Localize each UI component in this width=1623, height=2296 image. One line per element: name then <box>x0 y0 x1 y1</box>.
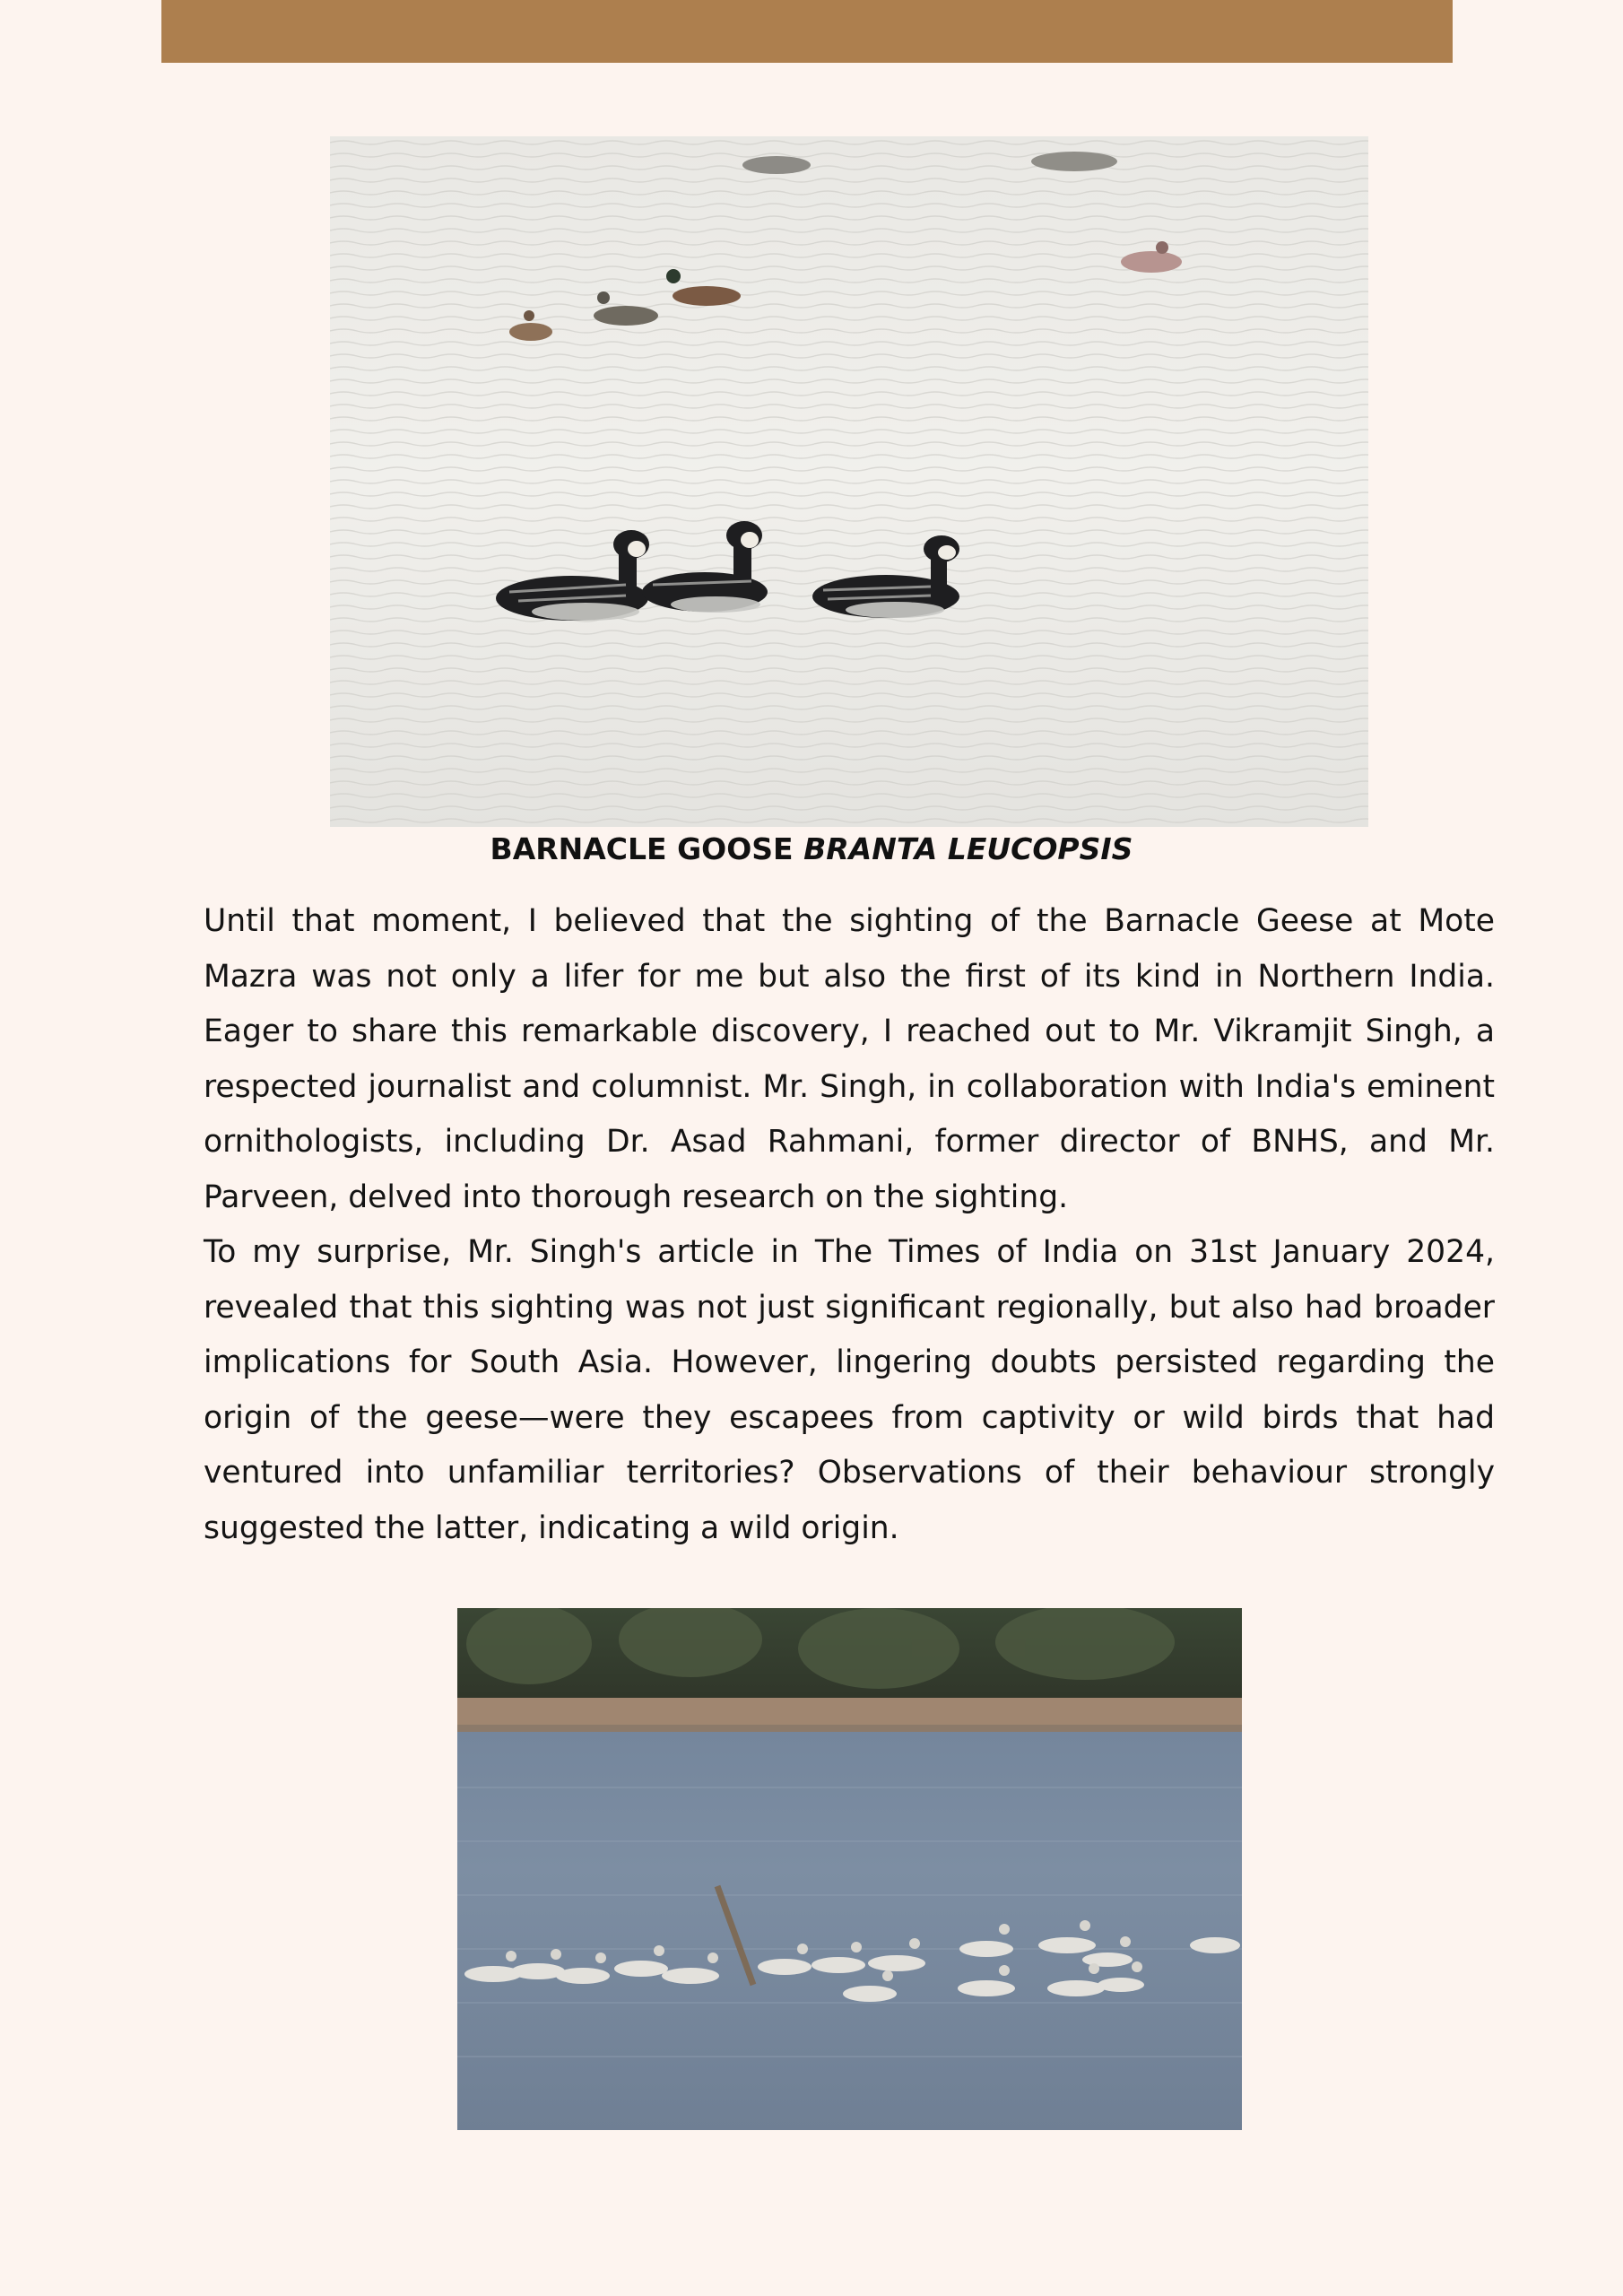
article-body <box>204 894 1495 1556</box>
header-bar <box>161 0 1453 63</box>
barnacle-geese-photo <box>330 136 1368 827</box>
geese-flock-photo <box>457 1608 1242 2130</box>
caption-common-name: BARNACLE GOOSE <box>490 831 794 866</box>
caption-scientific-name: BRANTA LEUCOPSIS <box>803 831 1133 866</box>
article-paragraph-2: To my surprise, Mr. Singh's article in The Times of India on 31st January 2024, revealed that this sighting was not just significant regionally, but also had broader implications for South Asia. However, lingering doubts persisted regarding the origin of the geese—were they escapees from captivity or wild birds that had ventured into unfamiliar territories? Observations of their behaviour strongly suggested the latter, indicating a wild origin. <box>204 1234 1495 1546</box>
photo-caption <box>0 827 1623 872</box>
article-paragraph-1: Until that moment, I believed that the sighting of the Barnacle Geese at Mote Mazra was not only a lifer for me but also the first of its kind in Northern India. Eager to share this remarkable discovery, I reached out to Mr. Vikramjit Singh, a respected journalist and columnist. Mr. Singh, in collaboration with India's eminent ornithologists, including Dr. Asad Rahmani, former director of BNHS, and Mr. Parveen, delved into thorough research on the sighting. <box>204 903 1495 1215</box>
